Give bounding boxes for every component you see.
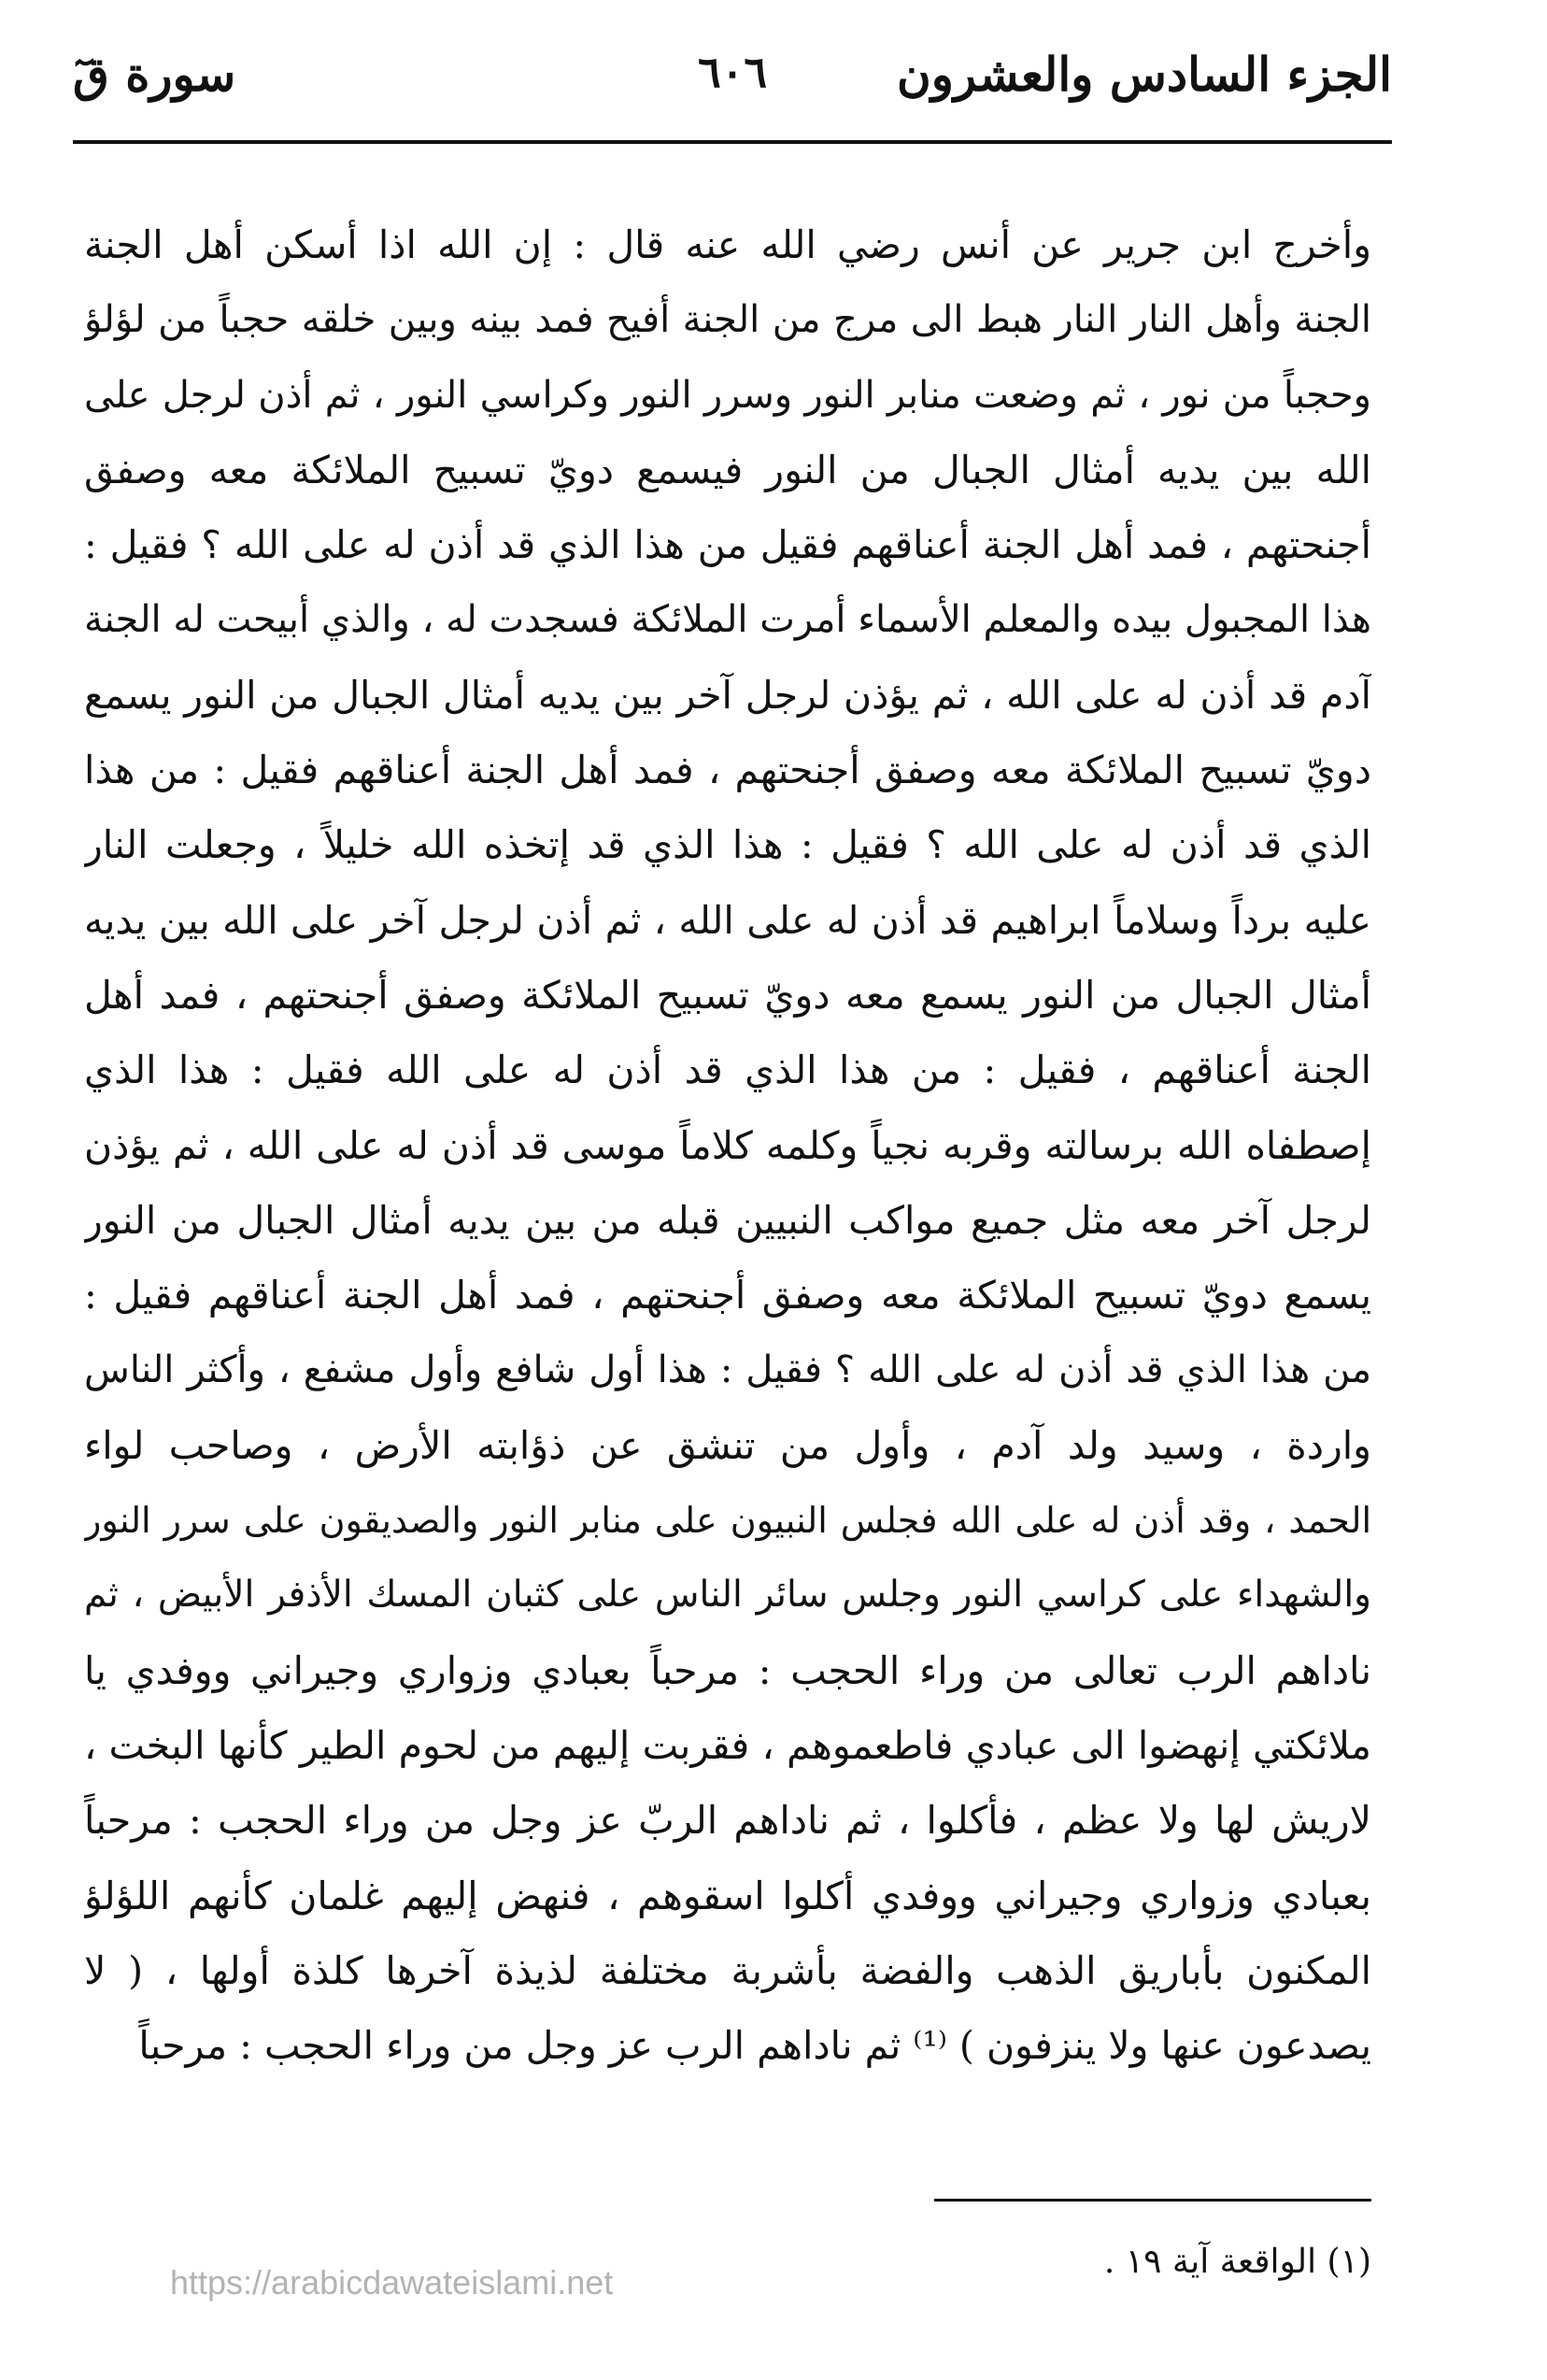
surah-title: سورة قٓ [73, 47, 236, 102]
text-line: لرجل آخر معه مثل جميع مواكب النبيين قبله من بين يديه أمثال الجبال من النور [84, 1197, 1371, 1243]
text-line: الجنة وأهل النار النار هبط الى مرج من الجنة أفيح فمد بينه وبين خلقه حجباً من لؤلؤ [84, 298, 1371, 342]
text-line: واردة ، وسيد ولد آدم ، وأول من تنشق عن ذؤابته الأرض ، وصاحب لواء [84, 1422, 1371, 1468]
watermark-url: https://arabicdawateislami.net [170, 2263, 614, 2302]
text-line: والشهداء على كراسي النور وجلس سائر الناس على كثبان المسك الأذفر الأبيض ، ثم [84, 1574, 1371, 1617]
text-line: أمثال الجبال من النور يسمع معه دويّ تسبيح الملائكة وصفق أجنحتهم ، فمد أهل [84, 972, 1371, 1018]
text-line: لاريش لها ولا عظم ، فأكلوا ، ثم ناداهم الربّ عز وجل من وراء الحجب : مرحباً [84, 1798, 1371, 1844]
footnote: (١) الواقعة آية ١٩ . [1103, 2243, 1371, 2281]
text-line: وحجباً من نور ، ثم وضعت منابر النور وسرر النور وكراسي النور ، ثم أذن لرجل على [84, 373, 1371, 417]
text-line: دويّ تسبيح الملائكة معه وصفق أجنحتهم ، فمد أهل الجنة أعناقهم فقيل : من هذا [84, 748, 1371, 793]
text-line: وأخرج ابن جرير عن أنس رضي الله عنه قال : إن الله اذا أسكن أهل الجنة [84, 222, 1371, 267]
text-line: يصدعون عنها ولا ينزفون ) ⁽¹⁾ ثم ناداهم الرب عز وجل من وراء الحجب : مرحباً [138, 2023, 1371, 2069]
text-line: يسمع دويّ تسبيح الملائكة معه وصفق أجنحتهم ، فمد أهل الجنة أعناقهم فقيل : [84, 1273, 1371, 1318]
text-line: الجنة أعناقهم ، فقيل : من هذا الذي قد أذن له على الله فقيل : هذا الذي [84, 1047, 1371, 1093]
text-line: المكنون بأباريق الذهب والفضة بأشربة مختلفة لذيذة آخرها كلذة أولها ، ( لا [84, 1947, 1371, 1993]
text-line: الذي قد أذن له على الله ؟ فقيل : هذا الذي قد إتخذه الله خليلاً ، وجعلت النار [84, 822, 1371, 868]
footnote-divider [934, 2199, 1371, 2202]
text-line: من هذا الذي قد أذن له على الله ؟ فقيل : هذا أول شافع وأول مشفع ، وأكثر الناس [84, 1348, 1371, 1392]
text-line: الله بين يديه أمثال الجبال من النور فيسمع دويّ تسبيح الملائكة معه وصفق [84, 447, 1371, 492]
page-header [73, 37, 1392, 121]
text-line: آدم قد أذن له على الله ، ثم يؤذن لرجل آخر بين يديه أمثال الجبال من النور يسمع [84, 672, 1371, 718]
text-line: ناداهم الرب تعالى من وراء الحجب : مرحباً بعبادي وزواري وجيراني ووفدي يا [84, 1647, 1371, 1693]
text-line: بعبادي وزواري وجيراني ووفدي أكلوا اسقوهم ، فنهض إليهم غلمان كأنهم اللؤلؤ [84, 1873, 1371, 1918]
text-line: ملائكتي إنهضوا الى عبادي فاطعموهم ، فقربت إليهم من لحوم الطير كأنها البخت ، [84, 1722, 1371, 1768]
header-divider [73, 140, 1392, 144]
text-line: هذا المجبول بيده والمعلم الأسماء أمرت الملائكة فسجدت له ، والذي أبيحت له الجنة [84, 598, 1371, 642]
text-line: الحمد ، وقد أذن له على الله فجلس النبيون على منابر النور والصديقون على سرر النور [84, 1500, 1371, 1542]
page-number: ٦٠٦ [697, 47, 768, 97]
text-line: عليه برداً وسلاماً ابراهيم قد أذن له على الله ، ثم أذن لرجل آخر على الله بين يديه [84, 897, 1371, 943]
body-text [84, 207, 1371, 2083]
text-line: أجنحتهم ، فمد أهل الجنة أعناقهم فقيل من هذا الذي قد أذن له على الله ؟ فقيل : [84, 522, 1371, 568]
text-line: إصطفاه الله برسالته وقربه نجياً وكلمه كلاماً موسى قد أذن له على الله ، ثم يؤذن [84, 1122, 1371, 1168]
juz-title: الجزء السادس والعشرون [896, 47, 1392, 102]
